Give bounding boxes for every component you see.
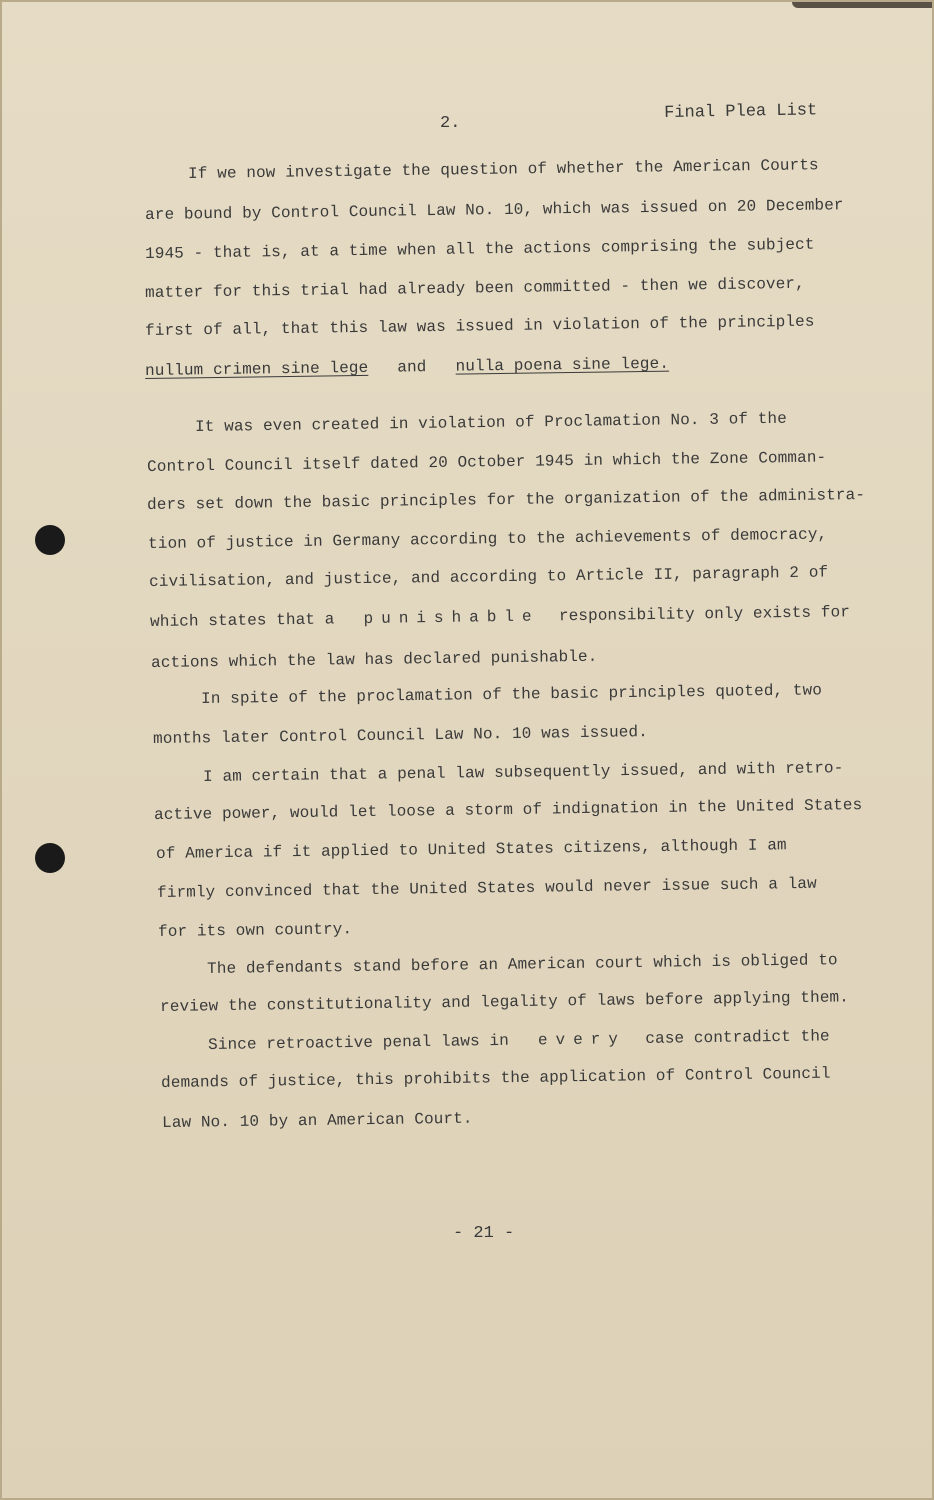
line-text-post: case contradict the <box>645 1027 830 1048</box>
text-line: matter for this trial had already been committed - then we discover, <box>145 274 805 302</box>
text-line: firmly convinced that the United States would never issue such a law <box>157 874 817 902</box>
page-number-top: 2. <box>440 114 461 133</box>
text-line: It was even created in violation of Proclamation No. 3 of the <box>195 409 787 436</box>
spaced-word-punishable: punishable <box>363 607 540 629</box>
text-line: active power, would let loose a storm of indignation in the United States <box>154 796 863 824</box>
text-line: are bound by Control Council Law No. 10, which was issued on 20 December <box>145 196 844 224</box>
spaced-word-every: every <box>537 1030 627 1050</box>
text-line: civilisation, and justice, and according to Article II, paragraph 2 of <box>149 563 829 591</box>
latin-phrase-poena: nulla poena sine lege. <box>455 354 670 376</box>
text-line: tion of justice in Germany according to the achievements of democracy, <box>148 525 828 553</box>
text-line: In spite of the proclamation of the basic principles quoted, two <box>201 681 823 708</box>
text-line: of America if it applied to United States citizens, although I am <box>156 836 787 863</box>
corner-mark <box>792 2 932 8</box>
text-line: months later Control Council Law No. 10 was issued. <box>153 723 648 748</box>
text-line-spaced <box>150 603 850 631</box>
page-number-footer: - 21 - <box>453 1224 515 1243</box>
latin-phrase-crimen: nullum crimen sine lege <box>145 358 369 380</box>
punch-hole <box>35 525 65 555</box>
text-line: for its own country. <box>158 920 353 941</box>
document-title: Final Plea List <box>664 101 818 123</box>
line-text-pre: Since retroactive penal laws in <box>208 1031 509 1054</box>
text-line-spaced <box>208 1027 830 1054</box>
punch-hole <box>35 843 65 873</box>
text-line: Control Council itself dated 20 October 1945 in which the Zone Comman- <box>147 448 827 476</box>
line-text-pre: which states that a <box>150 610 335 631</box>
text-line: ders set down the basic principles for the organization of the administra- <box>147 485 866 514</box>
text-line: actions which the law has declared punishable. <box>151 647 598 672</box>
line-text-post: responsibility only exists for <box>558 603 851 626</box>
text-line: The defendants stand before an American court which is obliged to <box>207 951 838 978</box>
text-line: demands of justice, this prohibits the application of Control Council <box>161 1064 831 1092</box>
conjunction: and <box>397 358 427 377</box>
text-line: I am certain that a penal law subsequently issued, and with retro- <box>203 759 844 786</box>
text-line: If we now investigate the question of whether the American Courts <box>188 156 819 183</box>
text-line: review the constitutionality and legality of laws before applying them. <box>160 988 849 1016</box>
text-line: first of all, that this law was issued in violation of the principles <box>145 312 815 340</box>
text-line-latin <box>145 355 669 380</box>
text-line: 1945 - that is, at a time when all the actions comprising the subject <box>145 235 815 263</box>
text-line: Law No. 10 by an American Court. <box>162 1109 473 1132</box>
